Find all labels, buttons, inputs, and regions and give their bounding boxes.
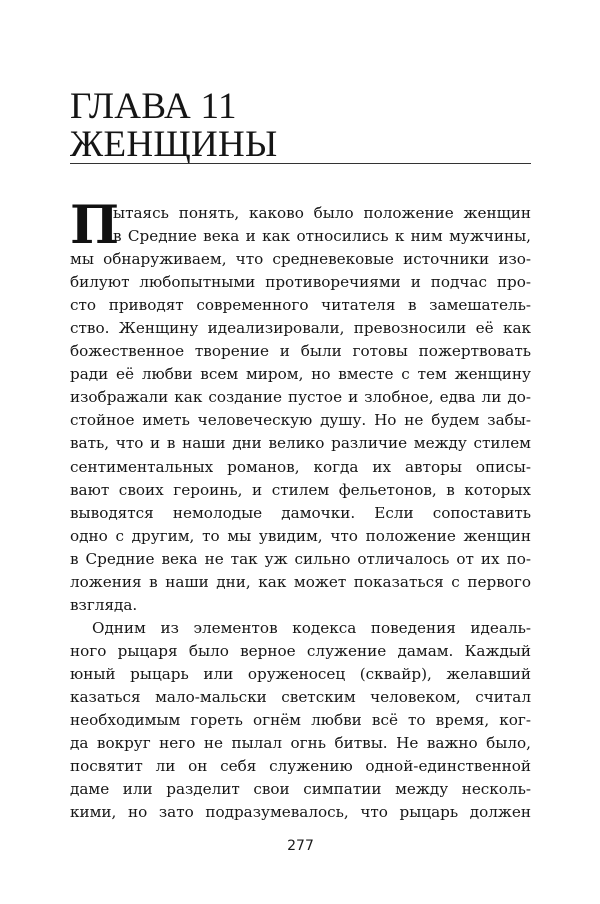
text-line: сто приводят современного читателя в замешатель- <box>70 296 531 315</box>
chapter-heading <box>70 88 531 164</box>
text-line: Одним из элементов кодекса поведения идеаль- <box>92 618 531 637</box>
book-page <box>70 0 531 904</box>
text-line: да вокруг него не пылал огнь битвы. Не важно было, <box>70 734 531 753</box>
text-line: одно с другим, то мы увидим, что положение женщин <box>70 526 531 545</box>
text-line: вают своих героинь, и стилем фельетонов, в которых <box>70 480 531 499</box>
heading-rule <box>70 163 531 164</box>
text-line: кими, но зато подразумевалось, что рыцарь должен <box>70 803 531 822</box>
text-line: в Средние века и как относились к ним мужчины, <box>113 227 531 246</box>
paragraph-1 <box>70 195 531 617</box>
text-line: мы обнаруживаем, что средневековые источники изо- <box>70 250 531 269</box>
text-line: ложения в наши дни, как может показаться с первого <box>70 572 531 591</box>
chapter-body <box>70 195 531 824</box>
text-line: стойное иметь человеческую душу. Но не будем забы- <box>70 411 531 430</box>
text-line: казаться мало-мальски светским человеком, считал <box>70 687 531 706</box>
text-line: посвятит ли он себя служению одной-единственной <box>70 757 531 776</box>
text-line: ради её любви всем миром, но вместе с тем женщину <box>70 365 531 384</box>
chapter-title: ЖЕНЩИНЫ <box>70 124 278 165</box>
text-line: билуют любопытными противоречиями и подчас про- <box>70 273 531 292</box>
text-line: даме или разделит свои симпатии между несколь- <box>70 780 531 799</box>
text-line: божественное творение и были готовы пожертвовать <box>70 342 531 361</box>
text-line: вать, что и в наши дни велико различие между стилем <box>70 434 531 453</box>
text-line: взгляда. <box>70 595 138 614</box>
text-line: юный рыцарь или оруженосец (сквайр), желавший <box>70 664 531 683</box>
text-line: в Средние века не так уж сильно отличалось от их по- <box>70 549 531 568</box>
drop-cap: П <box>70 195 120 256</box>
text-line: необходимым гореть огнём любви всё то время, ког- <box>70 711 531 730</box>
chapter-label: ГЛАВА 11 <box>70 86 237 127</box>
text-line: ство. Женщину идеализировали, превозносили её как <box>70 319 531 338</box>
page-number: 277 <box>287 838 314 854</box>
paragraph-2 <box>70 617 531 824</box>
text-line: сентиментальных романов, когда их авторы описы- <box>70 457 531 476</box>
text-line: ного рыцаря было верное служение дамам. Каждый <box>70 641 531 660</box>
text-line: изображали как создание пустое и злобное, едва ли до- <box>70 388 531 407</box>
text-line: ытаясь понять, каково было положение женщин <box>113 204 531 222</box>
text-line: выводятся немолодые дамочки. Если сопоставить <box>70 503 531 522</box>
